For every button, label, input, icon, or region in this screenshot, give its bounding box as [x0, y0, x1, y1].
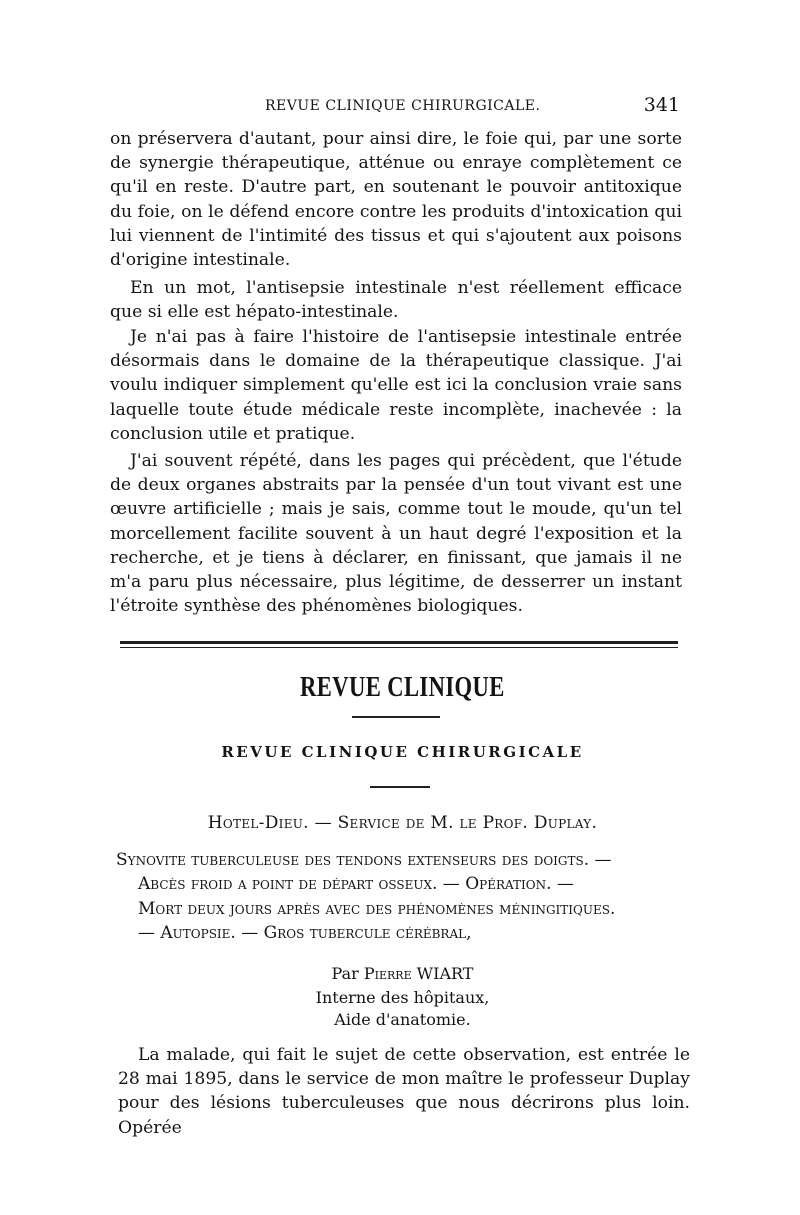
case-title	[116, 848, 696, 946]
case-title-line: Mort deux jours après avec des phénomènes méningitiques.	[138, 898, 616, 919]
author-prefix: Par	[331, 964, 359, 983]
paragraph-liver-continuation: on préservera d'autant, pour ainsi dire, le foie qui, par une sorte de synergie thérapeutique, atténue ou enraye complètement ce qu'il en reste. D'autre part, en soutenant le pouvoir antitoxique du foie, on le défend encore contre les produits d'intoxication qui lui viennent de l'intimité des tissus et qui s'ajoutent aux poisons d'origine intestinale.	[110, 129, 682, 271]
paragraph-antisepsis-summary: En un mot, l'antisepsie intestinale n'est réellement efficace que si elle est hépato-intestinale.	[110, 278, 682, 323]
author-line	[110, 963, 695, 985]
paragraph-conclusion: J'ai souvent répété, dans les pages qui précèdent, que l'étude de deux organes abstraits par la pensée d'un tout vivant est une œuvre artificielle ; mais je sais, comme tout le moude, qu'un tel morcellement facilite souvent à un haut degré l'exposition et la recherche, et je tiens à déclarer, en finissant, que jamais il ne m'a paru plus nécessaire, plus légitime, de desserrer un instant l'étroite synthèse des phénomènes biologiques.	[110, 451, 682, 617]
running-title: REVUE CLINIQUE CHIRURGICALE.	[265, 98, 541, 114]
paragraph-history-note: Je n'ai pas à faire l'histoire de l'antisepsie intestinale entrée désormais dans le domaine de la thérapeutique classique. J'ai voulu indiquer simplement qu'elle est ici la conclusion vraie sans laquelle toute étude médicale reste incomplète, inachevée : la conclusion utile et pratique.	[110, 327, 682, 444]
author-role-aide: Aide d'anatomie.	[334, 1010, 471, 1029]
section-divider-rule	[120, 641, 678, 648]
case-title-line: — Autopsie. — Gros tubercule cérébral,	[138, 923, 472, 944]
case-title-line: Abcès froid a point de départ osseux. — Opération. —	[138, 874, 574, 895]
hospital-service-line: Hotel-Dieu. — Service de M. le Prof. Duplay.	[207, 813, 598, 833]
author-name: Pierre WIART	[363, 964, 474, 983]
paragraph-case-opening: La malade, qui fait le sujet de cette observation, est entrée le 28 mai 1895, dans le service de mon maître le professeur Duplay pour des lésions tuberculeuses que nous décrirons plus loin. Opérée	[118, 1045, 690, 1138]
subtitle-underline-rule	[370, 786, 430, 788]
running-header	[110, 94, 682, 120]
section-subtitle: REVUE CLINIQUE CHIRURGICALE	[221, 743, 584, 761]
title-underline-rule	[352, 716, 440, 718]
case-title-line: Synovite tuberculeuse des tendons extenseurs des doigts. —	[116, 850, 612, 870]
author-role-intern: Interne des hôpitaux,	[315, 988, 490, 1007]
page-number: 341	[643, 94, 680, 116]
section-title: REVUE CLINIQUE	[300, 671, 505, 703]
